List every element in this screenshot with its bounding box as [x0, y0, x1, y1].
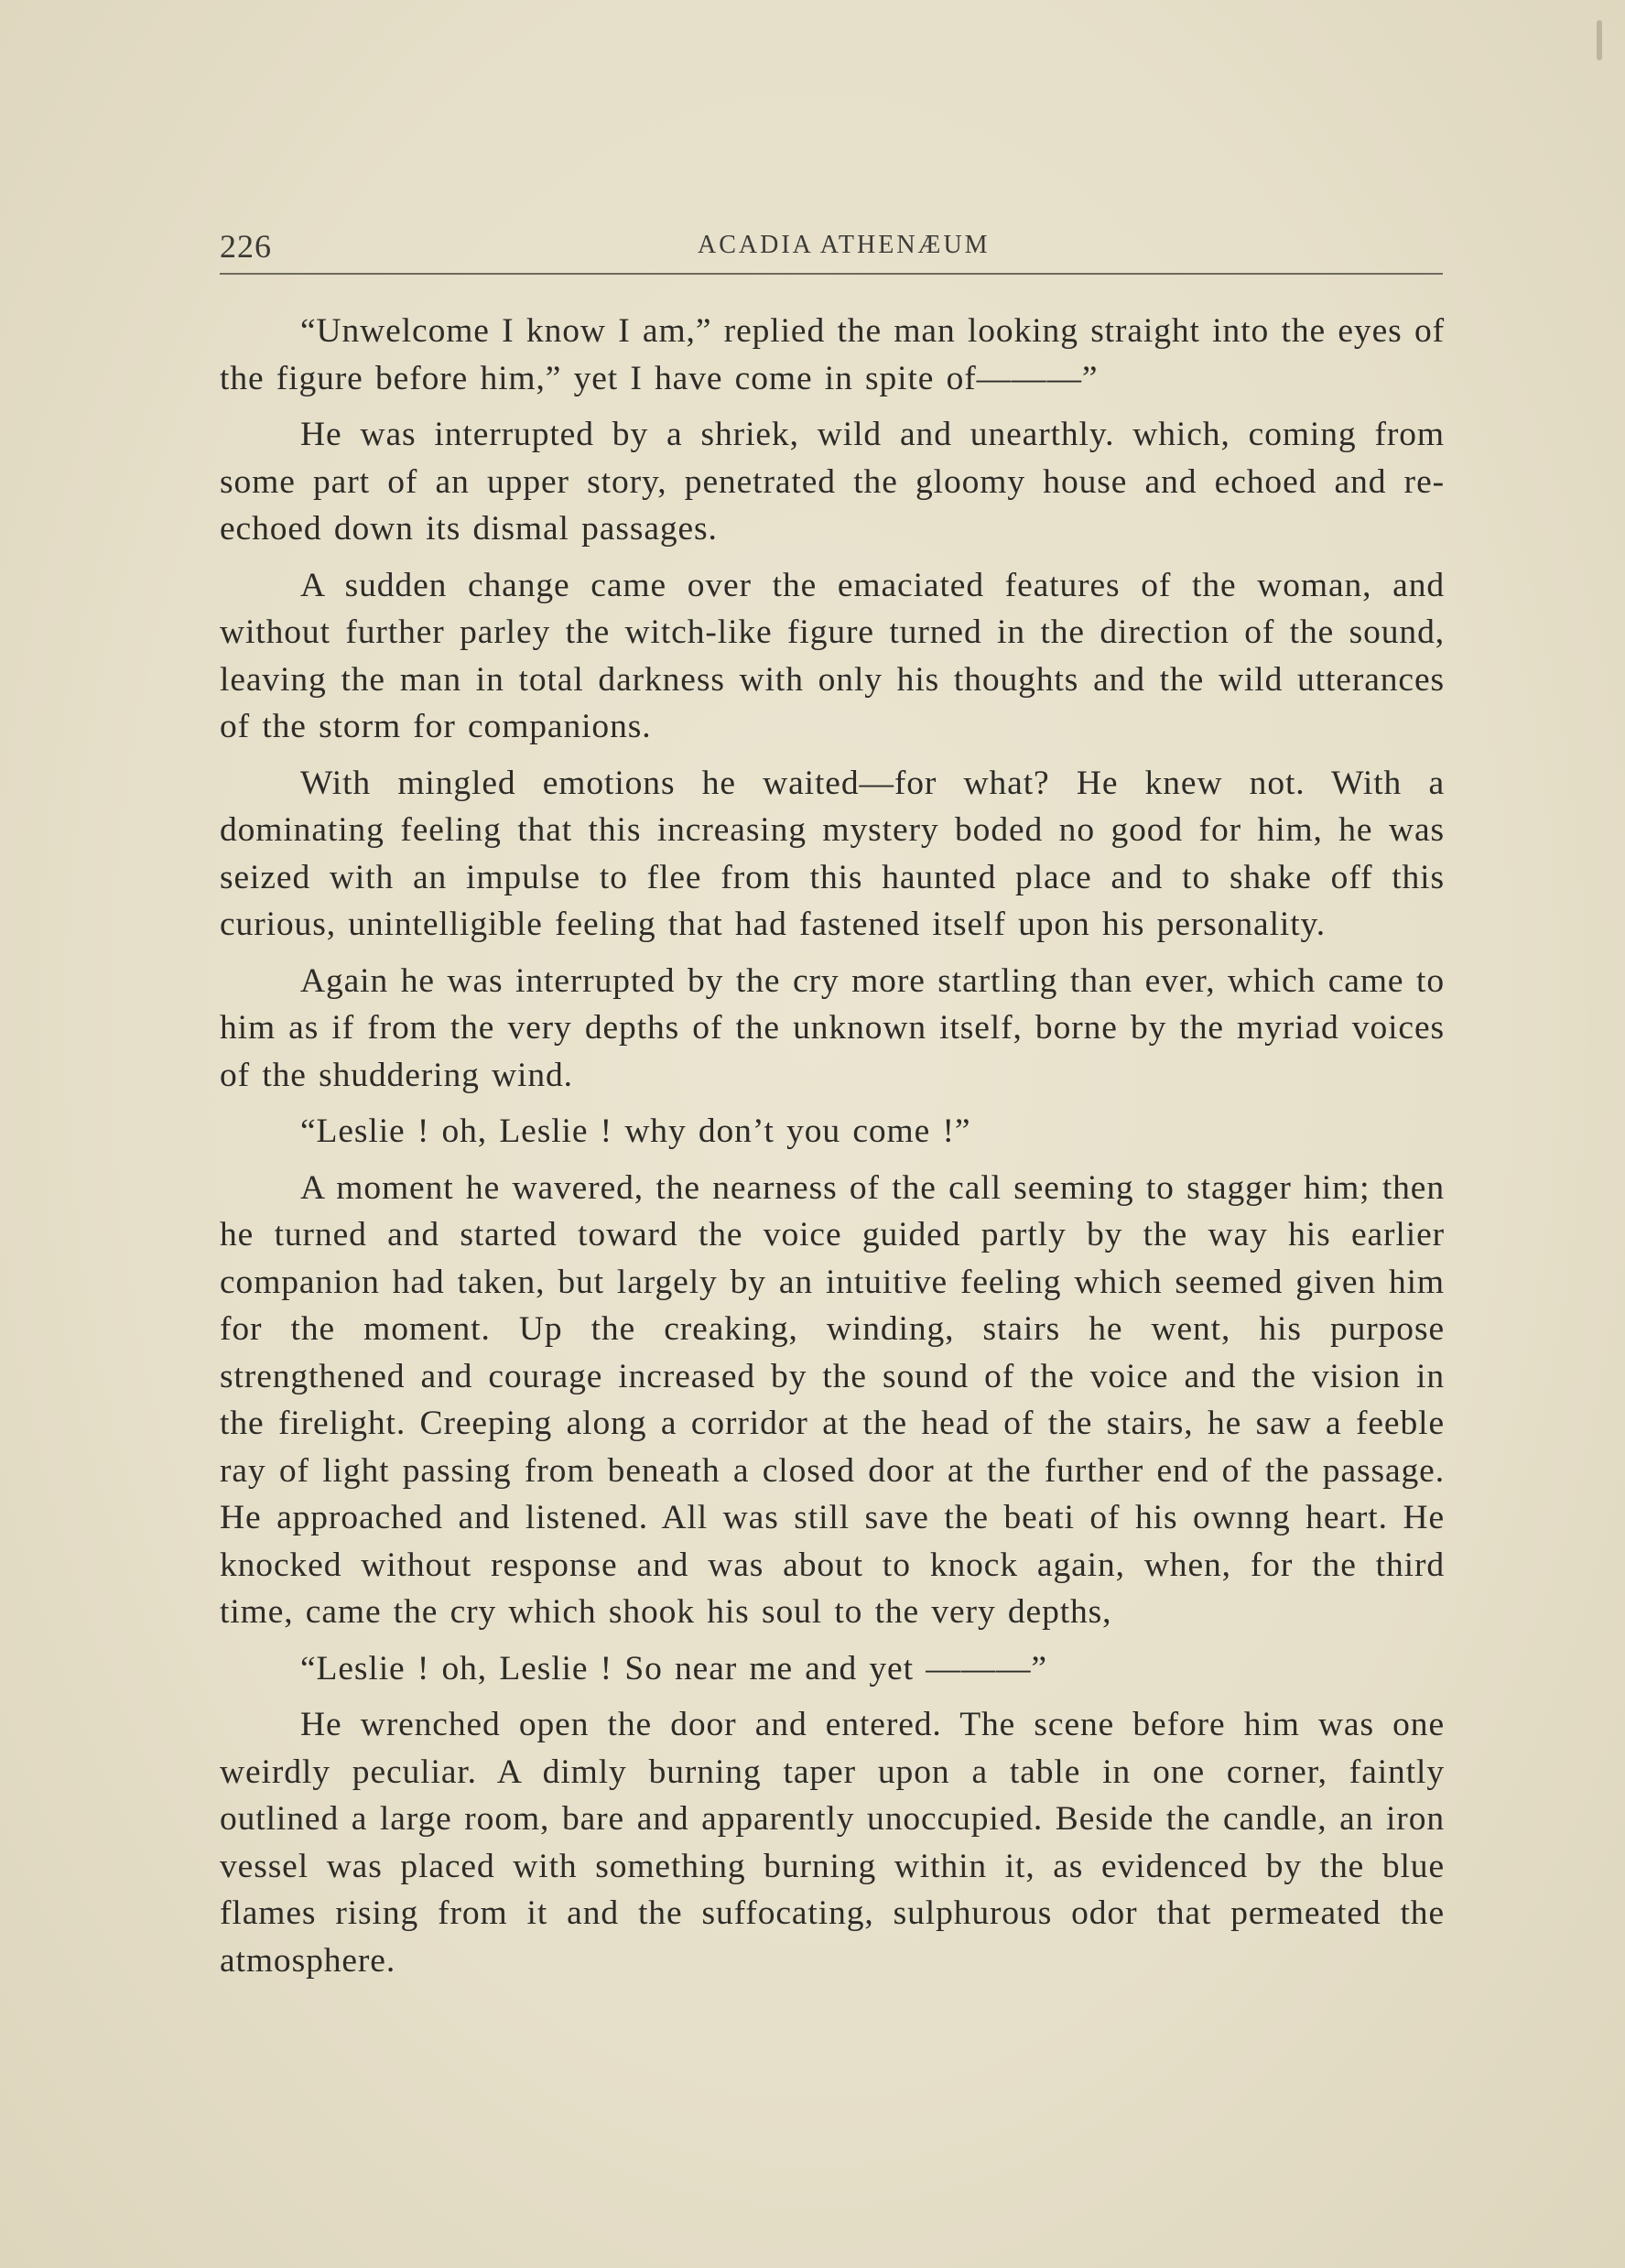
paragraph: A moment he wavered, the nearness of the call seeming to stagger him; then he turned and started toward the voice guided partly by the way his earlier companion had taken, but largely by an intuitive feeling which seemed given him for the moment. Up the creaking, winding, stairs he went, his purpose strengthened and courage increased by the sound of the voice and the vision in the firelight. Creeping along a corridor at the head of the stairs, he saw a feeble ray of light passing from beneath a closed door at the further end of the passage. He approached and listened. All was still save the beati of his ownng heart. He knocked without response and was about to knock again, when, for the third time, came the cry which shook his soul to the very depths,	[220, 1168, 1445, 1631]
page-header	[220, 227, 1443, 269]
paragraph: “Leslie ! oh, Leslie ! So near me and yet ———”	[300, 1649, 1047, 1687]
body-text	[220, 308, 1445, 1993]
page-number: 226	[220, 228, 272, 265]
running-head: ACADIA ATHENÆUM	[698, 231, 991, 259]
paragraph: “Leslie ! oh, Leslie ! why don’t you come !”	[300, 1112, 971, 1150]
paragraph: “Unwelcome I know I am,” replied the man looking straight into the eyes of the figure before him,” yet I have come in spite of———”	[220, 312, 1445, 397]
paragraph: With mingled emotions he waited—for what? He knew not. With a dominating feeling that this increasing mystery boded no good for him, he was seized with an impulse to flee from this haunted place and to shake off this curious, unintelligible feeling that had fastened itself upon his personality.	[220, 764, 1445, 943]
paragraph: Again he was interrupted by the cry more startling than ever, which came to him as if from the very depths of the unknown itself, borne by the myriad voices of the shuddering wind.	[220, 961, 1445, 1094]
paragraph: A sudden change came over the emaciated features of the woman, and without further parley the witch-like figure turned in the direction of the sound, leaving the man in total darkness with only his thoughts and the wild utterances of the storm for companions.	[220, 566, 1445, 745]
paragraph: He wrenched open the door and entered. The scene before him was one weirdly peculiar. A dimly burning taper upon a table in one corner, faintly outlined a large room, bare and apparently unoccupied. Beside the candle, an iron vessel was placed with something burning within it, as evidenced by the blue flames rising from it and the suffocating, sulphurous odor that permeated the atmosphere.	[220, 1706, 1445, 1980]
header-rule	[220, 273, 1443, 275]
page-edge-mark	[1597, 20, 1602, 60]
paragraph: He was interrupted by a shriek, wild and unearthly. which, coming from some part of an upper story, penetrated the gloomy house and echoed and re-echoed down its dismal passages.	[220, 416, 1445, 548]
